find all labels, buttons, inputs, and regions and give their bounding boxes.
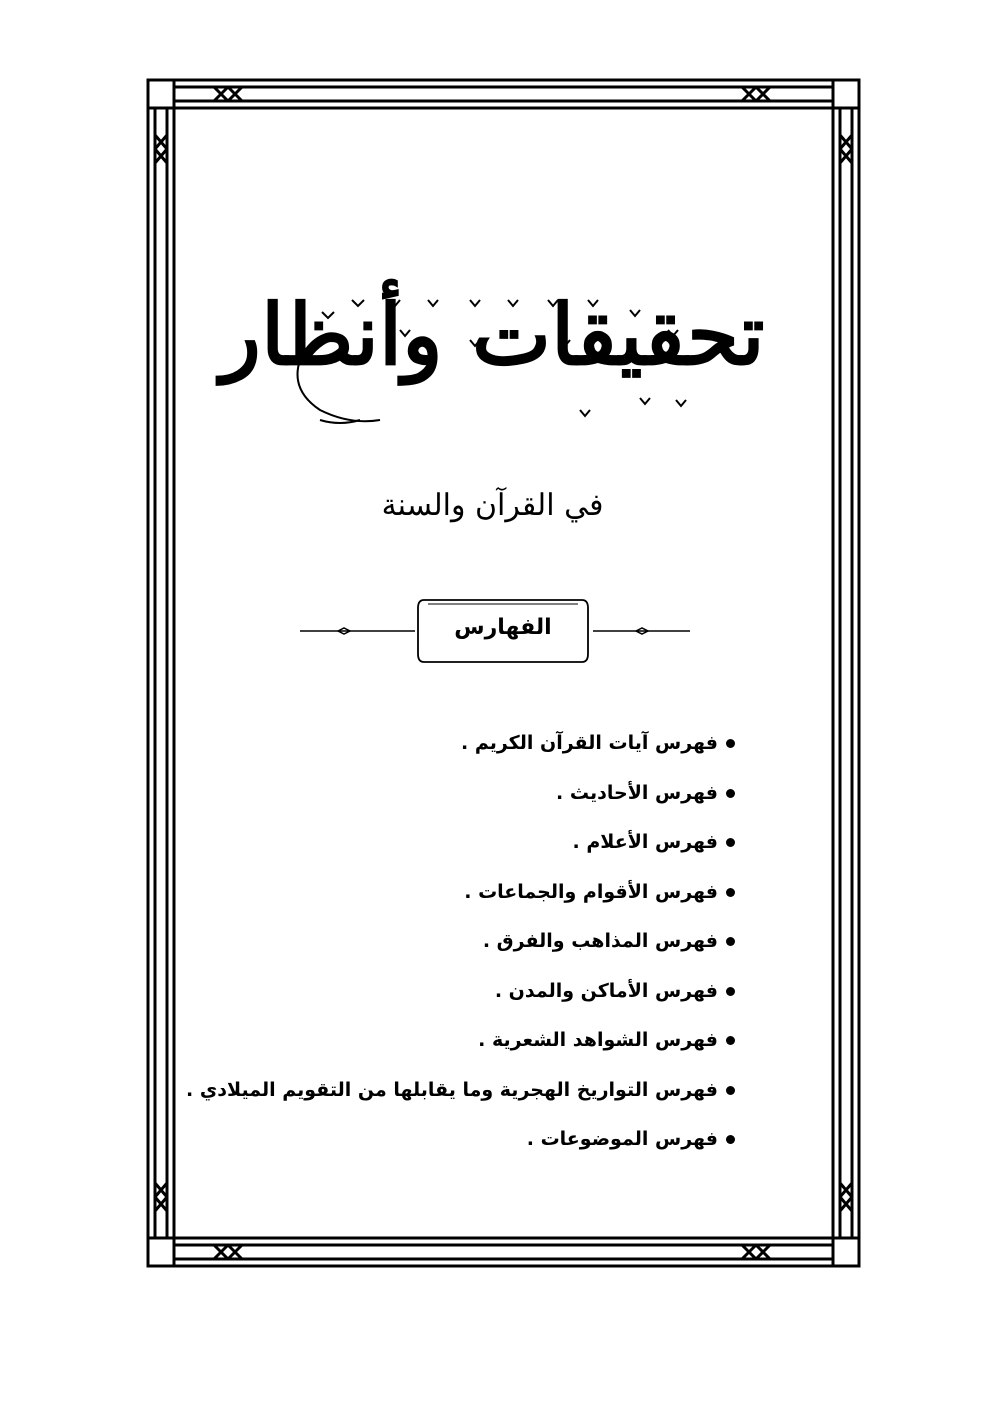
list-item (175, 921, 735, 971)
index-item-label: فهرس آيات القرآن الكريم . (461, 732, 718, 754)
index-item-label: فهرس الموضوعات . (526, 1128, 718, 1150)
list-item (175, 822, 735, 872)
book-title: تحقيقات وأنظار (220, 285, 765, 384)
bullet-icon (726, 1135, 735, 1144)
bullet-icon (726, 1086, 735, 1095)
index-list (175, 723, 735, 1169)
book-subtitle: في القرآن والسنة (381, 488, 604, 523)
list-item (175, 971, 735, 1021)
section-heading: الفهارس (454, 615, 552, 640)
list-item (175, 723, 735, 773)
bullet-icon (726, 937, 735, 946)
bullet-icon (726, 987, 735, 996)
bullet-icon (726, 888, 735, 897)
index-item-label: فهرس الأحاديث . (556, 781, 718, 804)
list-item (175, 1020, 735, 1070)
index-item-label: فهرس التواريخ الهجرية وما يقابلها من التقويم الميلادي . (186, 1078, 718, 1101)
list-item (175, 1119, 735, 1169)
bullet-icon (726, 1036, 735, 1045)
bullet-icon (726, 789, 735, 798)
index-item-label: فهرس المذاهب والفرق . (482, 930, 718, 952)
list-item (175, 773, 735, 823)
index-item-label: فهرس الأعلام . (572, 831, 718, 853)
index-item-label: فهرس الأقوام والجماعات . (464, 880, 718, 903)
section-header (0, 598, 985, 662)
title-block (0, 285, 985, 386)
list-item (175, 1070, 735, 1120)
list-item (175, 872, 735, 922)
index-item-label: فهرس الشواهد الشعرية . (478, 1029, 718, 1051)
bullet-icon (726, 739, 735, 748)
index-item-label: فهرس الأماكن والمدن . (494, 979, 718, 1002)
bullet-icon (726, 838, 735, 847)
